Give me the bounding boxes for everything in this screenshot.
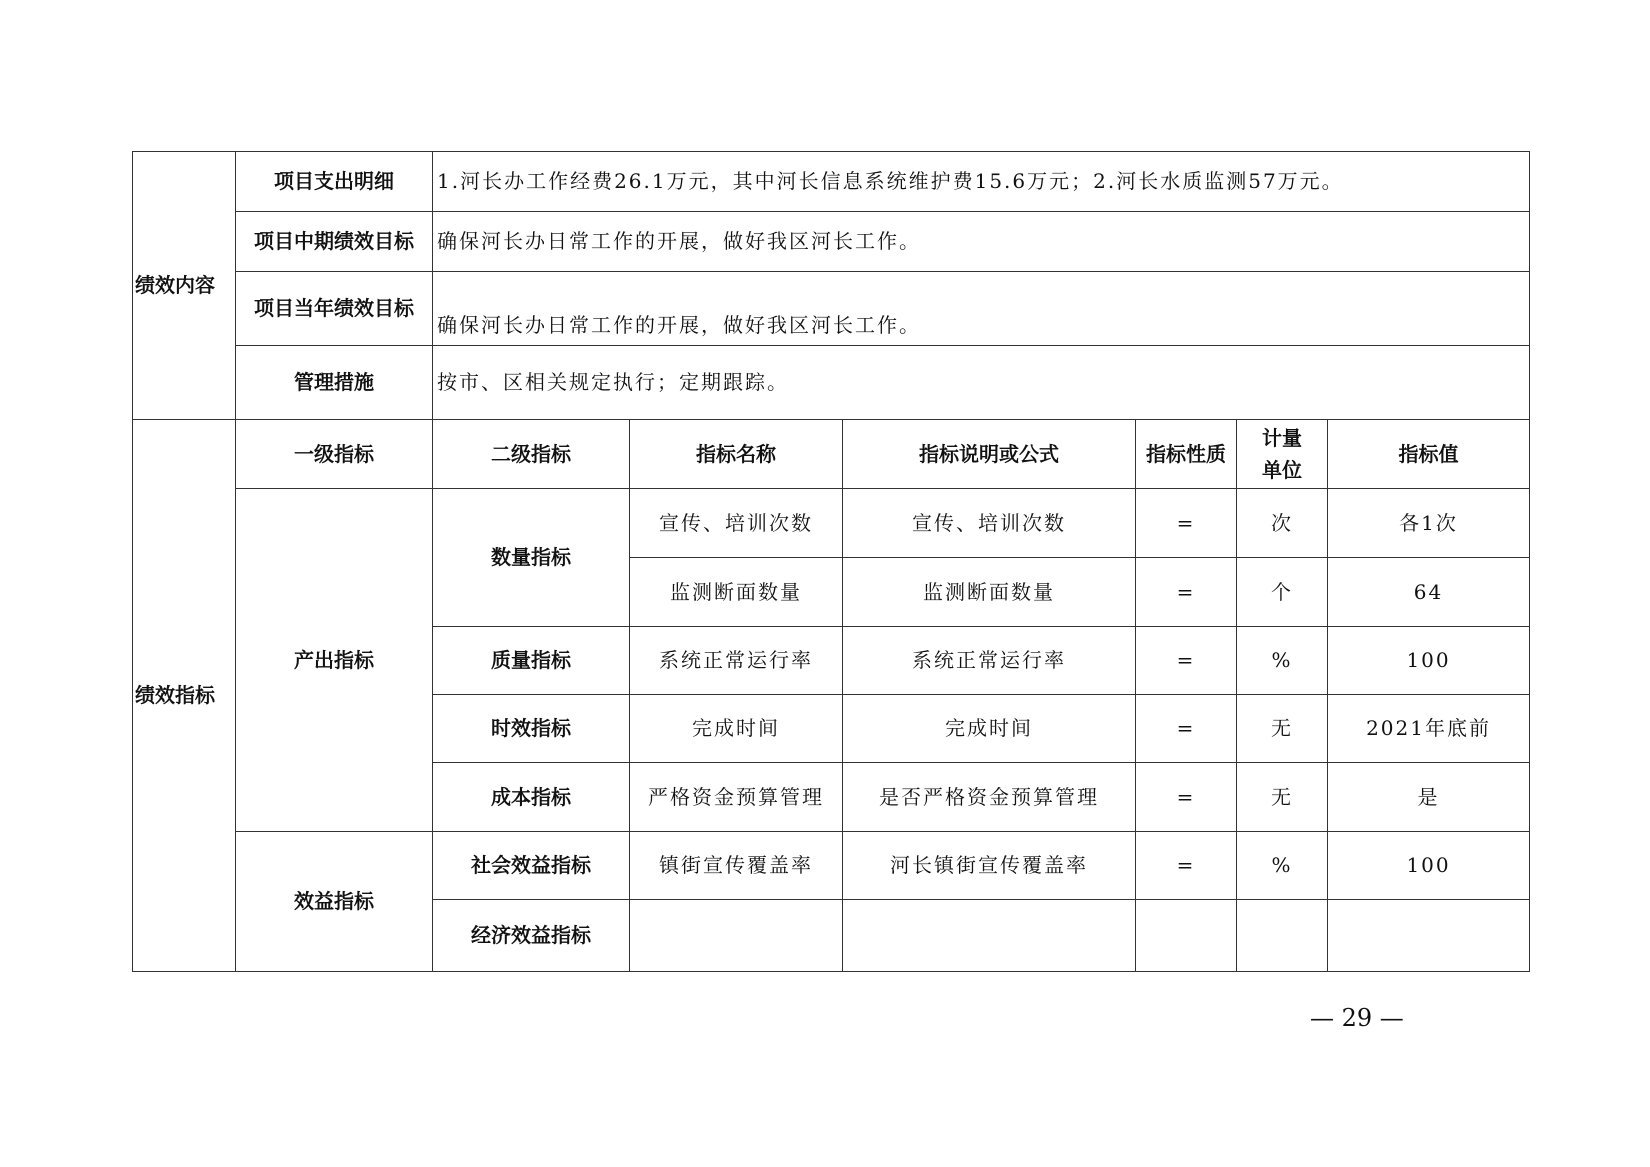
indicator-unit: % [1237, 832, 1328, 900]
indicator-value: 64 [1328, 558, 1530, 627]
content-row-label: 项目支出明细 [236, 152, 433, 212]
indicator-nature [1136, 900, 1237, 972]
content-section-label: 绩效内容 [133, 152, 236, 420]
indicator-nature: = [1136, 832, 1237, 900]
subgroup-label: 时效指标 [433, 695, 630, 763]
header-level1: 一级指标 [236, 420, 433, 489]
indicator-value: 2021年底前 [1328, 695, 1530, 763]
indicator-formula: 监测断面数量 [843, 558, 1136, 627]
table-row [133, 832, 1530, 900]
content-row-label: 管理措施 [236, 346, 433, 420]
indicator-name: 宣传、培训次数 [630, 489, 843, 558]
indicator-section-label: 绩效指标 [133, 420, 236, 972]
indicator-name: 系统正常运行率 [630, 627, 843, 695]
indicator-formula: 河长镇街宣传覆盖率 [843, 832, 1136, 900]
header-name: 指标名称 [630, 420, 843, 489]
content-row [133, 272, 1530, 346]
indicator-formula: 宣传、培训次数 [843, 489, 1136, 558]
performance-table [132, 151, 1530, 972]
indicator-value: 100 [1328, 832, 1530, 900]
subgroup-label: 经济效益指标 [433, 900, 630, 972]
content-row-text: 确保河长办日常工作的开展，做好我区河长工作。 [433, 272, 1530, 346]
indicator-unit: 无 [1237, 763, 1328, 832]
indicator-name: 镇街宣传覆盖率 [630, 832, 843, 900]
header-nature: 指标性质 [1136, 420, 1237, 489]
indicator-unit: 个 [1237, 558, 1328, 627]
indicator-unit: % [1237, 627, 1328, 695]
page-number: — 29 — [1310, 1004, 1404, 1032]
header-unit: 计量单位 [1237, 420, 1328, 489]
header-value: 指标值 [1328, 420, 1530, 489]
table-row [133, 489, 1530, 558]
indicator-value: 是 [1328, 763, 1530, 832]
content-row-text: 确保河长办日常工作的开展，做好我区河长工作。 [433, 212, 1530, 272]
indicator-name: 监测断面数量 [630, 558, 843, 627]
indicator-formula: 完成时间 [843, 695, 1136, 763]
subgroup-label: 数量指标 [433, 489, 630, 627]
indicator-value: 100 [1328, 627, 1530, 695]
subgroup-label: 成本指标 [433, 763, 630, 832]
indicator-nature: = [1136, 627, 1237, 695]
indicator-formula [843, 900, 1136, 972]
group-label: 产出指标 [236, 489, 433, 832]
indicator-value: 各1次 [1328, 489, 1530, 558]
indicator-header-row [133, 420, 1530, 489]
indicator-name: 严格资金预算管理 [630, 763, 843, 832]
content-row-label: 项目当年绩效目标 [236, 272, 433, 346]
group-label: 效益指标 [236, 832, 433, 972]
content-row [133, 152, 1530, 212]
content-row-text: 1.河长办工作经费26.1万元，其中河长信息系统维护费15.6万元；2.河长水质监测57万元。 [433, 152, 1530, 212]
content-row [133, 346, 1530, 420]
header-formula: 指标说明或公式 [843, 420, 1136, 489]
indicator-formula: 系统正常运行率 [843, 627, 1136, 695]
indicator-name: 完成时间 [630, 695, 843, 763]
content-row-text: 按市、区相关规定执行；定期跟踪。 [433, 346, 1530, 420]
subgroup-label: 社会效益指标 [433, 832, 630, 900]
indicator-value [1328, 900, 1530, 972]
indicator-nature: = [1136, 695, 1237, 763]
indicator-nature: = [1136, 558, 1237, 627]
indicator-name [630, 900, 843, 972]
header-level2: 二级指标 [433, 420, 630, 489]
content-row-label: 项目中期绩效目标 [236, 212, 433, 272]
content-row [133, 212, 1530, 272]
subgroup-label: 质量指标 [433, 627, 630, 695]
indicator-unit: 无 [1237, 695, 1328, 763]
indicator-unit [1237, 900, 1328, 972]
indicator-unit: 次 [1237, 489, 1328, 558]
indicator-nature: = [1136, 763, 1237, 832]
indicator-nature: = [1136, 489, 1237, 558]
indicator-formula: 是否严格资金预算管理 [843, 763, 1136, 832]
